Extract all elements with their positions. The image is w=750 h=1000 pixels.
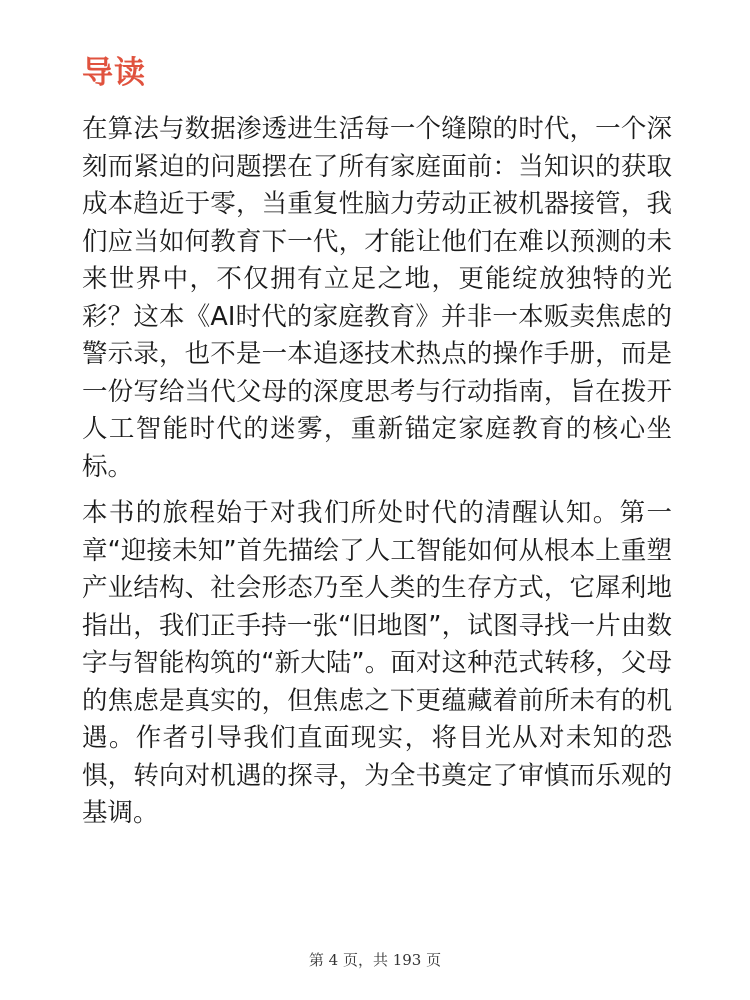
paragraph-intro: 在算法与数据渗透进生活每一个缝隙的时代，一个深刻而紧迫的问题摆在了所有家庭面前：当知识的获取成本趋近于零，当重复性脑力劳动正被机器接管，我们应当如何教育下一代，才能让他们在难以预测的未来世界中，不仅拥有立足之地，更能绽放独特的光彩？这本《AI时代的家庭教育》并非一本贩卖焦虑的警示录，也不是一本追逐技术热点的操作手册，而是一份写给当代父母的深度思考与行动指南，旨在拨开人工智能时代的迷雾，重新锚定家庭教育的核心坐标。 (82, 114, 672, 482)
body-text (82, 111, 672, 842)
page-number-footer: 第 4 页，共 193 页 (308, 951, 442, 969)
section-heading: 导读 (82, 55, 146, 91)
paragraph-chapter-one: 本书的旅程始于对我们所处时代的清醒认知。第一章“迎接未知”首先描绘了人工智能如何从根本上重塑产业结构、社会形态乃至人类的生存方式，它犀利地指出，我们正手持一张“旧地图”，试图寻找一片由数字与智能构筑的“新大陆”。面对这种范式转移，父母的焦虑是真实的，但焦虑之下更蕴藏着前所未有的机遇。作者引导我们直面现实，将目光从对未知的恐惧，转向对机遇的探寻，为全书奠定了审慎而乐观的基调。 (82, 498, 672, 828)
